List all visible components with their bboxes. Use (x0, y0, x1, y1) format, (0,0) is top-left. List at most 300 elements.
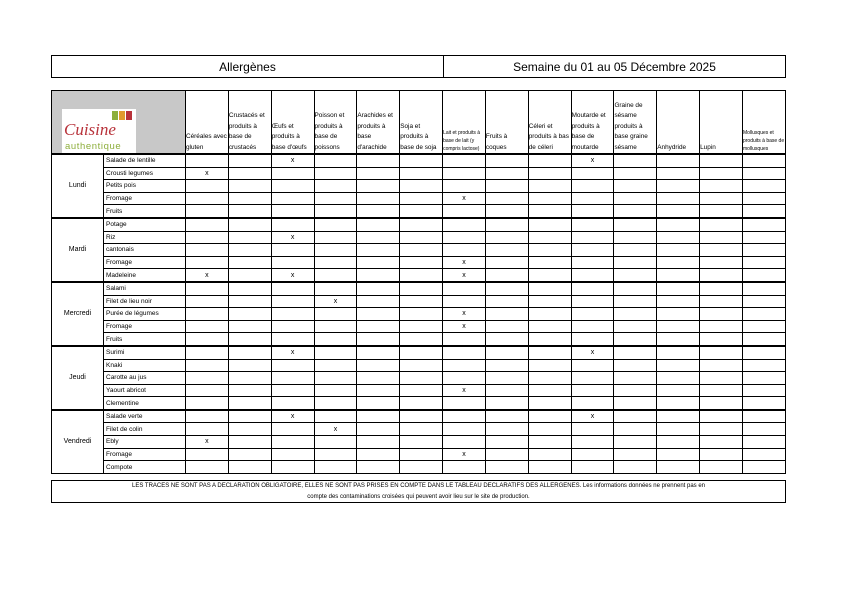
allergen-cell (357, 282, 400, 295)
allergen-cell (614, 410, 657, 423)
allergen-cell (571, 461, 614, 474)
allergen-cell (700, 448, 743, 461)
allergen-cell (657, 218, 700, 231)
allergen-cell (400, 448, 443, 461)
allergen-cell (357, 180, 400, 193)
allergen-cell (271, 333, 314, 346)
allergen-cell (443, 461, 486, 474)
allergen-cell (571, 244, 614, 257)
table-row (52, 231, 786, 244)
allergen-cell (742, 295, 785, 308)
allergen-cell (528, 397, 571, 410)
table-row (52, 244, 786, 257)
allergen-cell (271, 218, 314, 231)
allergen-cell (485, 436, 528, 449)
allergen-cell (443, 410, 486, 423)
allergen-cell (186, 372, 229, 385)
allergen-cell (443, 423, 486, 436)
allergen-cell (657, 308, 700, 321)
allergen-header: Moutarde et produits à base de moutarde (571, 91, 614, 155)
allergen-cell (357, 397, 400, 410)
allergen-cell (186, 333, 229, 346)
allergen-cell (657, 269, 700, 282)
allergen-cell (228, 282, 271, 295)
allergen-cell (186, 205, 229, 218)
allergen-cell: x (271, 231, 314, 244)
allergen-cell (657, 256, 700, 269)
allergen-cell (700, 372, 743, 385)
allergen-cell (528, 231, 571, 244)
allergen-cell (614, 308, 657, 321)
allergen-cell (485, 372, 528, 385)
allergen-cell (571, 333, 614, 346)
allergen-cell (742, 423, 785, 436)
allergen-cell (614, 372, 657, 385)
allergen-cell (186, 192, 229, 205)
allergen-cell (228, 244, 271, 257)
allergen-cell (357, 320, 400, 333)
allergen-cell (314, 448, 357, 461)
allergen-cell (400, 282, 443, 295)
allergen-cell (614, 397, 657, 410)
allergen-cell (700, 244, 743, 257)
allergen-cell (700, 295, 743, 308)
allergen-cell (357, 256, 400, 269)
allergen-cell (528, 180, 571, 193)
allergen-cell (571, 218, 614, 231)
allergen-cell: x (443, 256, 486, 269)
allergen-cell (528, 218, 571, 231)
allergen-cell (614, 461, 657, 474)
allergen-cell (614, 436, 657, 449)
allergen-cell (700, 359, 743, 372)
allergen-cell (186, 180, 229, 193)
disclaimer-footer (51, 480, 786, 503)
allergen-cell (614, 205, 657, 218)
allergen-cell (443, 359, 486, 372)
allergen-header: Soja et produits à base de soja (400, 91, 443, 155)
table-row (52, 372, 786, 385)
allergen-cell (314, 384, 357, 397)
allergen-cell: x (314, 295, 357, 308)
allergen-cell (485, 384, 528, 397)
allergen-cell (271, 308, 314, 321)
allergen-cell (314, 218, 357, 231)
allergen-cell: x (314, 423, 357, 436)
allergen-cell (314, 154, 357, 167)
allergen-header: Crustacés et produits à base de crustacés (228, 91, 271, 155)
allergen-cell (485, 231, 528, 244)
allergen-cell (700, 333, 743, 346)
allergen-cell (700, 320, 743, 333)
allergen-cell (528, 167, 571, 180)
allergen-cell (614, 320, 657, 333)
allergen-cell (485, 333, 528, 346)
allergen-cell (614, 295, 657, 308)
allergen-cell (400, 154, 443, 167)
allergen-cell (186, 384, 229, 397)
allergen-cell (443, 282, 486, 295)
table-row (52, 436, 786, 449)
allergen-cell (742, 333, 785, 346)
allergen-cell (357, 384, 400, 397)
allergen-cell (657, 295, 700, 308)
allergen-cell (742, 436, 785, 449)
table-row (52, 320, 786, 333)
allergen-cell (228, 256, 271, 269)
day-label: Mercredi (52, 282, 104, 346)
allergen-cell (314, 410, 357, 423)
allergen-cell (614, 256, 657, 269)
allergen-cell (571, 167, 614, 180)
allergen-cell (614, 218, 657, 231)
allergen-cell (657, 320, 700, 333)
allergen-cell (400, 320, 443, 333)
allergen-cell: x (443, 192, 486, 205)
allergen-cell (657, 410, 700, 423)
allergen-cell (186, 410, 229, 423)
allergen-cell (528, 461, 571, 474)
dish-label: Yaourt abricot (104, 384, 186, 397)
dish-label: Ebly (104, 436, 186, 449)
dish-label: Purée de légumes (104, 308, 186, 321)
allergen-cell (228, 231, 271, 244)
allergen-cell (271, 359, 314, 372)
allergen-cell (314, 167, 357, 180)
allergen-cell (528, 372, 571, 385)
allergen-cell (400, 192, 443, 205)
dish-label: Salami (104, 282, 186, 295)
allergen-cell (400, 295, 443, 308)
allergen-cell: x (186, 269, 229, 282)
allergen-cell (400, 308, 443, 321)
allergen-cell (314, 256, 357, 269)
allergen-cell (700, 231, 743, 244)
title-bar (51, 55, 786, 78)
dish-label: Fruits (104, 205, 186, 218)
allergen-cell (571, 256, 614, 269)
dish-label: Fromage (104, 256, 186, 269)
allergen-cell (657, 448, 700, 461)
allergen-cell (400, 244, 443, 257)
allergen-cell (657, 384, 700, 397)
dish-label: Fromage (104, 192, 186, 205)
allergen-cell (357, 295, 400, 308)
allergen-cell (186, 231, 229, 244)
allergen-cell (314, 333, 357, 346)
allergen-cell (186, 308, 229, 321)
allergen-cell (228, 448, 271, 461)
allergen-cell (228, 410, 271, 423)
allergen-cell (400, 167, 443, 180)
table-row (52, 167, 786, 180)
allergen-cell (228, 359, 271, 372)
dish-label: Potage (104, 218, 186, 231)
allergen-cell (271, 256, 314, 269)
allergen-cell (742, 397, 785, 410)
dish-label: Fruits (104, 333, 186, 346)
allergen-cell (742, 231, 785, 244)
allergen-cell (400, 410, 443, 423)
allergen-cell (314, 320, 357, 333)
allergen-cell (700, 436, 743, 449)
allergen-cell (228, 295, 271, 308)
dish-label: Surimi (104, 346, 186, 359)
allergen-cell (357, 154, 400, 167)
allergen-cell (657, 205, 700, 218)
dish-label: Fromage (104, 320, 186, 333)
allergen-cell (271, 423, 314, 436)
allergen-table (51, 90, 786, 474)
allergen-cell (186, 461, 229, 474)
allergen-header: Lupin (700, 91, 743, 155)
allergen-cell (614, 269, 657, 282)
allergen-cell (228, 397, 271, 410)
allergen-cell (528, 436, 571, 449)
allergen-header: Poisson et produits à base de poissons (314, 91, 357, 155)
disclaimer-line-2: compte des contaminations croisées qui peuvent avoir lieu sur le site de production. (307, 494, 530, 500)
allergen-cell (614, 244, 657, 257)
allergen-cell (485, 346, 528, 359)
allergen-cell (271, 167, 314, 180)
allergen-cell: x (443, 308, 486, 321)
allergen-cell (314, 244, 357, 257)
allergen-cell (186, 256, 229, 269)
allergen-cell (742, 461, 785, 474)
allergen-cell (443, 244, 486, 257)
allergen-cell (485, 308, 528, 321)
allergen-cell (314, 308, 357, 321)
allergen-cell (571, 269, 614, 282)
allergen-cell (314, 269, 357, 282)
allergen-cell (528, 295, 571, 308)
allergen-cell (700, 410, 743, 423)
allergen-cell (742, 384, 785, 397)
allergen-cell (314, 436, 357, 449)
allergen-header: Fruits à coques (485, 91, 528, 155)
allergen-cell (443, 167, 486, 180)
allergen-cell (357, 218, 400, 231)
allergen-cell (271, 205, 314, 218)
allergen-cell (186, 320, 229, 333)
allergen-cell: x (443, 448, 486, 461)
allergen-cell (186, 359, 229, 372)
allergen-cell (357, 205, 400, 218)
allergen-cell (657, 244, 700, 257)
allergen-cell (357, 231, 400, 244)
allergen-header: Graine de sésame produits à base graine sésame (614, 91, 657, 155)
allergen-cell (528, 410, 571, 423)
allergen-cell (485, 192, 528, 205)
allergen-cell (614, 154, 657, 167)
allergen-cell (443, 333, 486, 346)
allergen-cell (528, 282, 571, 295)
allergen-cell (528, 269, 571, 282)
allergen-cell (357, 448, 400, 461)
allergen-cell (400, 461, 443, 474)
day-label: Lundi (52, 154, 104, 218)
allergen-cell (571, 282, 614, 295)
table-row (52, 269, 786, 282)
allergen-cell (400, 436, 443, 449)
dish-label: Compote (104, 461, 186, 474)
allergen-header: Céréales avec gluten (186, 91, 229, 155)
allergen-cell (314, 192, 357, 205)
allergen-header: Arachides et produits à base d'arachide (357, 91, 400, 155)
allergen-cell (400, 397, 443, 410)
table-row (52, 218, 786, 231)
allergen-cell (571, 231, 614, 244)
allergen-cell (614, 231, 657, 244)
allergen-cell (700, 192, 743, 205)
allergen-cell (700, 346, 743, 359)
allergen-cell (228, 372, 271, 385)
allergen-cell (357, 423, 400, 436)
allergen-cell (614, 448, 657, 461)
table-row (52, 423, 786, 436)
allergen-cell: x (571, 346, 614, 359)
allergen-cell (443, 205, 486, 218)
allergen-cell (443, 372, 486, 385)
allergen-cell (400, 359, 443, 372)
allergen-cell (485, 448, 528, 461)
allergen-cell (314, 205, 357, 218)
allergen-cell (271, 180, 314, 193)
allergen-cell (271, 282, 314, 295)
allergen-cell (528, 346, 571, 359)
allergen-cell (700, 154, 743, 167)
allergen-cell: x (186, 167, 229, 180)
allergen-header: Mollusques et produits à base de mollusques (742, 91, 785, 155)
allergen-cell (271, 192, 314, 205)
allergen-cell (314, 180, 357, 193)
allergen-cell (700, 180, 743, 193)
dish-label: Carotte au jus (104, 372, 186, 385)
allergen-cell (657, 231, 700, 244)
allergen-cell (657, 282, 700, 295)
allergen-cell (357, 167, 400, 180)
dish-label: Salade verte (104, 410, 186, 423)
allergen-cell (186, 397, 229, 410)
table-row (52, 308, 786, 321)
allergen-cell (742, 180, 785, 193)
allergen-cell (357, 269, 400, 282)
allergen-cell (186, 423, 229, 436)
allergen-cell (657, 397, 700, 410)
allergen-cell (657, 154, 700, 167)
day-label: Mardi (52, 218, 104, 282)
allergen-cell (528, 333, 571, 346)
allergen-cell (700, 308, 743, 321)
allergen-cell (742, 282, 785, 295)
page-title: Allergènes (52, 56, 444, 77)
allergen-cell (571, 295, 614, 308)
allergen-header: Céleri et produits à bas de céleri (528, 91, 571, 155)
allergen-cell (400, 218, 443, 231)
allergen-cell (400, 333, 443, 346)
dish-label: Madeleine (104, 269, 186, 282)
allergen-cell (228, 154, 271, 167)
allergen-cell (700, 384, 743, 397)
day-label: Vendredi (52, 410, 104, 473)
allergen-cell (742, 346, 785, 359)
allergen-cell (657, 461, 700, 474)
allergen-cell (528, 384, 571, 397)
table-row (52, 295, 786, 308)
allergen-cell (357, 410, 400, 423)
allergen-header: Anhydride (657, 91, 700, 155)
allergen-cell (742, 218, 785, 231)
allergen-cell (357, 359, 400, 372)
dish-label: Riz (104, 231, 186, 244)
allergen-cell (614, 333, 657, 346)
allergen-cell (271, 461, 314, 474)
allergen-cell (528, 359, 571, 372)
allergen-cell (228, 333, 271, 346)
allergen-cell: x (271, 269, 314, 282)
allergen-cell (485, 282, 528, 295)
allergen-cell (357, 346, 400, 359)
allergen-cell (228, 205, 271, 218)
allergen-cell (571, 372, 614, 385)
allergen-cell (700, 269, 743, 282)
allergen-cell (400, 180, 443, 193)
allergen-cell (571, 180, 614, 193)
allergen-cell (485, 167, 528, 180)
allergen-cell (742, 320, 785, 333)
allergen-cell (700, 205, 743, 218)
day-label: Jeudi (52, 346, 104, 410)
dish-label: Filet de lieu noir (104, 295, 186, 308)
allergen-cell (528, 320, 571, 333)
allergen-cell (571, 359, 614, 372)
allergen-cell (485, 180, 528, 193)
allergen-cell (485, 397, 528, 410)
allergen-cell (443, 295, 486, 308)
dish-label: Salade de lentille (104, 154, 186, 167)
week-title: Semaine du 01 au 05 Décembre 2025 (513, 59, 716, 74)
dish-label: cantonais (104, 244, 186, 257)
allergen-cell (485, 154, 528, 167)
allergen-cell (357, 333, 400, 346)
allergen-cell (571, 192, 614, 205)
allergen-cell (443, 180, 486, 193)
allergen-cell (314, 231, 357, 244)
allergen-cell (571, 423, 614, 436)
allergen-cell (443, 397, 486, 410)
allergen-cell (485, 269, 528, 282)
table-row (52, 359, 786, 372)
allergen-cell (614, 167, 657, 180)
table-row (52, 384, 786, 397)
allergen-cell (314, 346, 357, 359)
table-row (52, 154, 786, 167)
allergen-cell (228, 423, 271, 436)
allergen-cell (228, 320, 271, 333)
allergen-cell (742, 372, 785, 385)
allergen-cell: x (443, 269, 486, 282)
allergen-cell (271, 448, 314, 461)
allergen-cell (400, 372, 443, 385)
logo-cell (52, 91, 186, 155)
allergen-cell (742, 256, 785, 269)
allergen-cell (528, 205, 571, 218)
allergen-cell (528, 154, 571, 167)
allergen-cell (657, 167, 700, 180)
allergen-cell (271, 295, 314, 308)
allergen-cell (742, 205, 785, 218)
allergen-cell (485, 410, 528, 423)
